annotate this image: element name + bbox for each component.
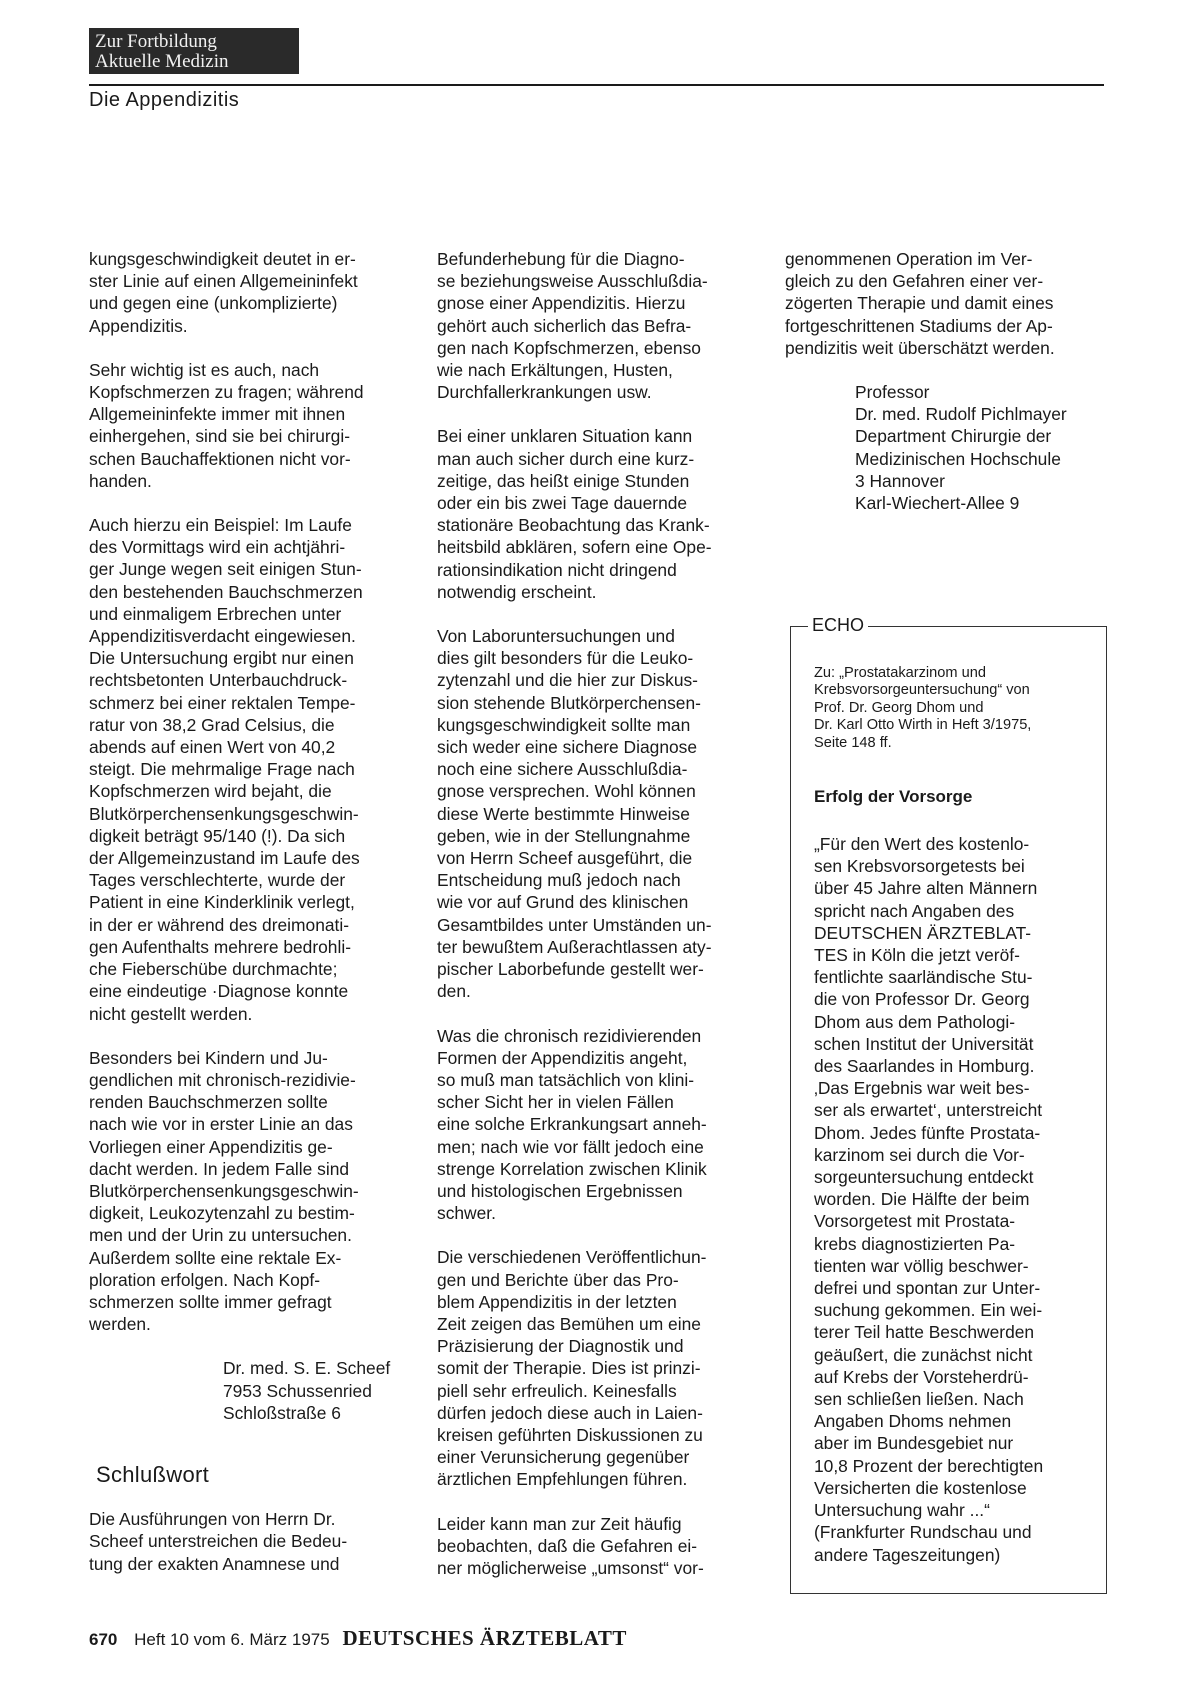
text-line: Die Untersuchung ergibt nur einen xyxy=(89,648,354,669)
text-line: eine solche Erkrankungsart anneh- xyxy=(437,1114,707,1135)
text-line: somit der Therapie. Dies ist prinzi- xyxy=(437,1358,701,1379)
text-line: nicht gestellt werden. xyxy=(89,1003,253,1024)
text-line: fortgeschrittenen Stadiums der Ap- xyxy=(785,315,1053,336)
text-line: pendizitis weit überschätzt werden. xyxy=(785,337,1055,358)
text-line: heitsbild abklären, sofern eine Ope- xyxy=(437,537,712,558)
text-line: che Fieberschübe durchmachte; xyxy=(89,959,338,980)
text-line: in der er während des dreimonati- xyxy=(89,914,350,935)
text-line: Zu: „Prostatakarzinom und xyxy=(814,665,986,681)
text-line: DEUTSCHEN ÄRZTEBLAT- xyxy=(814,922,1032,943)
text-line: ger Junge wegen seit einigen Stun- xyxy=(89,559,362,580)
issue-info: Heft 10 vom 6. März 1975 xyxy=(134,1630,330,1649)
text-line: Was die chronisch rezidivierenden xyxy=(437,1025,702,1046)
author-address-pichlmayer xyxy=(855,381,1107,514)
text-line: sen Krebsvorsorgetests bei xyxy=(814,856,1025,877)
text-line: aber im Bundesgebiet nur xyxy=(814,1433,1014,1454)
text-line: sorgeuntersuchung entdeckt xyxy=(814,1167,1034,1188)
text-line: Außerdem sollte eine rektale Ex- xyxy=(89,1247,342,1268)
text-line: Von Laboruntersuchungen und xyxy=(437,626,675,647)
text-line: man auch sicher durch eine kurz- xyxy=(437,448,695,469)
text-line: Tages verschlechterte, wurde der xyxy=(89,870,346,891)
text-line: 7953 Schussenried xyxy=(223,1380,372,1401)
text-line: Schloßstraße 6 xyxy=(223,1402,341,1423)
text-line: handen. xyxy=(89,470,152,491)
text-line: einer Verunsicherung gegenüber xyxy=(437,1447,690,1468)
text-line: Dhom. Jedes fünfte Prostata- xyxy=(814,1122,1041,1143)
text-line: Gesamtbildes unter Umständen un- xyxy=(437,914,712,935)
column-3 xyxy=(785,248,1107,514)
text-line: terer Teil hatte Beschwerden xyxy=(814,1322,1035,1343)
text-line: pischer Laborbefunde gestellt wer- xyxy=(437,959,704,980)
text-line: stationäre Beobachtung das Krank- xyxy=(437,515,710,536)
text-line: Versicherten die kostenlose xyxy=(814,1477,1027,1498)
text-line: Dhom aus dem Pathologi- xyxy=(814,1011,1016,1032)
text-line: abends auf einen Wert von 40,2 xyxy=(89,737,336,758)
paragraph xyxy=(437,1246,760,1490)
text-line: Scheef unterstreichen die Bedeu- xyxy=(89,1531,348,1552)
text-line: Präzisierung der Diagnostik und xyxy=(437,1336,684,1357)
text-line: spricht nach Angaben des xyxy=(814,900,1015,921)
text-line: ploration erfolgen. Nach Kopf- xyxy=(89,1269,321,1290)
text-line: rechtsbetonten Unterbauchdruck- xyxy=(89,670,348,691)
text-line: Dr. med. S. E. Scheef xyxy=(223,1358,391,1379)
paragraph xyxy=(89,1047,411,1336)
text-line: se beziehungsweise Ausschlußdia- xyxy=(437,271,708,292)
paragraph xyxy=(89,514,411,1025)
rubric-box xyxy=(89,28,299,74)
text-line: Zeit zeigen das Bemühen um eine xyxy=(437,1313,701,1334)
text-line: Vorliegen einer Appendizitis ge- xyxy=(89,1136,333,1157)
text-line: gnose versprechen. Wohl können xyxy=(437,781,696,802)
text-line: ster Linie auf einen Allgemeininfekt xyxy=(89,271,358,292)
text-line: Untersuchung wahr ...“ xyxy=(814,1500,990,1521)
text-line: Blutkörperchensenkungsgeschwin- xyxy=(89,1180,359,1201)
text-line: zeitige, das heißt einige Stunden xyxy=(437,470,690,491)
text-line: notwendig erscheint. xyxy=(437,581,597,602)
paragraph xyxy=(89,248,411,337)
text-line: gen Aufenthalts mehrere bedrohli- xyxy=(89,936,351,957)
paragraph xyxy=(785,248,1107,359)
text-line: „Für den Wert des kostenlo- xyxy=(814,834,1030,854)
text-line: Prof. Dr. Georg Dhom und xyxy=(814,699,984,716)
rubric-line-2: Aktuelle Medizin xyxy=(95,51,229,72)
text-line: kungsgeschwindigkeit sollte man xyxy=(437,714,691,735)
text-line: Kopfschmerzen zu fragen; während xyxy=(89,382,364,403)
echo-reference xyxy=(814,665,1090,752)
text-line: Entscheidung muß jedoch nach xyxy=(437,870,681,891)
text-line: so muß man tatsächlich von klini- xyxy=(437,1069,695,1090)
text-line: men und der Urin zu untersuchen. xyxy=(89,1225,352,1246)
paragraph xyxy=(89,359,411,492)
paragraph xyxy=(437,1513,760,1580)
paragraph xyxy=(89,1508,411,1575)
text-line: gleich zu den Gefahren einer ver- xyxy=(785,271,1044,292)
text-line: blem Appendizitis in der letzten xyxy=(437,1291,677,1312)
text-line: renden Bauchschmerzen sollte xyxy=(89,1092,328,1113)
text-line: Vorsorgetest mit Prostata- xyxy=(814,1211,1016,1232)
text-line: die von Professor Dr. Georg xyxy=(814,989,1030,1010)
text-line: Patient in eine Kinderklinik verlegt, xyxy=(89,892,355,913)
text-line: von Herrn Scheef ausgeführt, die xyxy=(437,848,693,869)
author-address-scheef xyxy=(223,1357,411,1424)
text-line: den bestehenden Bauchschmerzen xyxy=(89,581,363,602)
schlusswort-heading: Schlußwort xyxy=(96,1461,210,1487)
text-line: des Vormittags wird ein achtjähri- xyxy=(89,537,346,558)
text-line: auf Krebs der Vorsteherdrü- xyxy=(814,1366,1029,1387)
page-footer xyxy=(89,1626,627,1651)
text-line: über 45 Jahre alten Männern xyxy=(814,878,1038,899)
text-line: sion stehende Blutkörperchensen- xyxy=(437,692,701,713)
text-line: Appendizitisverdacht eingewiesen. xyxy=(89,626,356,647)
text-line: gendlichen mit chronisch-rezidivie- xyxy=(89,1069,356,1090)
text-line: piell sehr erfreulich. Keinesfalls xyxy=(437,1380,677,1401)
text-line: tienten war völlig beschwer- xyxy=(814,1255,1029,1276)
text-line: gen nach Kopfschmerzen, ebenso xyxy=(437,337,701,358)
column-2 xyxy=(437,248,760,1601)
text-line: scher Sicht her in vielen Fällen xyxy=(437,1092,674,1113)
text-line: Professor xyxy=(855,382,930,403)
text-line: und einmaligem Erbrechen unter xyxy=(89,603,342,624)
text-line: Formen der Appendizitis angeht, xyxy=(437,1047,688,1068)
paragraph xyxy=(437,625,760,1002)
text-line: diese Werte bestimmte Hinweise xyxy=(437,803,690,824)
text-line: dürfen jedoch diese auch in Laien- xyxy=(437,1402,703,1423)
text-line: eine eindeutige ·Diagnose konnte xyxy=(89,981,349,1002)
text-line: und histologischen Ergebnissen xyxy=(437,1180,683,1201)
text-line: Die verschiedenen Veröffentlichun- xyxy=(437,1247,707,1268)
text-line: beobachten, daß die Gefahren ei- xyxy=(437,1535,698,1556)
text-line: TES in Köln die jetzt veröf- xyxy=(814,945,1020,966)
text-line: kreisen geführten Diskussionen zu xyxy=(437,1424,703,1445)
echo-label: ECHO xyxy=(808,615,868,636)
text-line: fentlichte saarländische Stu- xyxy=(814,967,1033,988)
text-line: Auch hierzu ein Beispiel: Im Laufe xyxy=(89,515,352,536)
text-line: zytenzahl und die hier zur Diskus- xyxy=(437,670,698,691)
text-line: ser als erwartet‘, unterstreicht xyxy=(814,1100,1043,1121)
text-line: oder ein bis zwei Tage dauernde xyxy=(437,493,688,514)
echo-box xyxy=(790,615,1107,1594)
text-line: 10,8 Prozent der berechtigten xyxy=(814,1455,1044,1476)
text-line: geben, wie in der Stellungnahme xyxy=(437,825,691,846)
text-line: ärztlichen Empfehlungen führen. xyxy=(437,1469,688,1490)
echo-heading: Erfolg der Vorsorge xyxy=(814,787,973,806)
echo-body xyxy=(814,833,1090,1566)
paragraph xyxy=(437,248,760,403)
text-line: Allgemeininfekte immer mit ihnen xyxy=(89,404,346,425)
text-line: Leider kann man zur Zeit häufig xyxy=(437,1513,682,1534)
text-line: digkeit, Leukozytenzahl zu bestim- xyxy=(89,1203,355,1224)
text-line: strenge Korrelation zwischen Klinik xyxy=(437,1158,707,1179)
text-line: karzinom sei durch die Vor- xyxy=(814,1144,1025,1165)
text-line: zögerten Therapie und damit eines xyxy=(785,293,1054,314)
text-line: digkeit beträgt 95/140 (!). Da sich xyxy=(89,825,346,846)
text-line: gen und Berichte über das Pro- xyxy=(437,1269,679,1290)
text-line: defrei und spontan zur Unter- xyxy=(814,1278,1041,1299)
journal-title: DEUTSCHES ÄRZTEBLATT xyxy=(342,1626,627,1650)
text-line: Befunderhebung für die Diagno- xyxy=(437,249,685,269)
text-line: noch eine sichere Ausschlußdia- xyxy=(437,759,688,780)
text-line: ratur von 38,2 Grad Celsius, die xyxy=(89,714,335,735)
text-line: 3 Hannover xyxy=(855,470,945,491)
text-line: schen Institut der Universität xyxy=(814,1033,1034,1054)
text-line: Bei einer unklaren Situation kann xyxy=(437,426,693,447)
text-line: sich weder eine sichere Diagnose xyxy=(437,737,698,758)
text-line: genommenen Operation im Ver- xyxy=(785,249,1033,269)
text-line: Dr. med. Rudolf Pichlmayer xyxy=(855,404,1067,425)
text-line: ter bewußtem Außerachtlassen aty- xyxy=(437,936,712,957)
text-line: Besonders bei Kindern und Ju- xyxy=(89,1047,328,1068)
header-rule xyxy=(89,84,1104,86)
text-line: sen schließen ließen. Nach xyxy=(814,1389,1024,1410)
text-line: Krebsvorsorgeuntersuchung“ von xyxy=(814,682,1030,699)
text-line: ‚Das Ergebnis war weit bes- xyxy=(814,1078,1030,1099)
text-line: der Allgemeinzustand im Laufe des xyxy=(89,848,360,869)
text-line: andere Tageszeitungen) xyxy=(814,1544,1001,1565)
text-line: schmerzen sollte immer gefragt xyxy=(89,1291,332,1312)
text-line: Seite 148 ff. xyxy=(814,734,892,751)
text-line: krebs diagnostizierten Pa- xyxy=(814,1233,1016,1254)
text-line: tung der exakten Anamnese und xyxy=(89,1553,340,1574)
text-line: rationsindikation nicht dringend xyxy=(437,559,677,580)
text-line: schen Bauchaffektionen nicht vor- xyxy=(89,448,351,469)
text-line: (Frankfurter Rundschau und xyxy=(814,1522,1032,1543)
text-line: Kopfschmerzen wird bejaht, die xyxy=(89,781,332,802)
paragraph xyxy=(437,1025,760,1225)
text-line: nach wie vor in erster Linie an das xyxy=(89,1114,353,1135)
text-line: wie vor auf Grund des klinischen xyxy=(437,892,689,913)
paragraph xyxy=(437,425,760,603)
text-line: suchung gekommen. Ein wei- xyxy=(814,1300,1043,1321)
text-line: Dr. Karl Otto Wirth in Heft 3/1975, xyxy=(814,717,1032,734)
text-line: Durchfallerkrankungen usw. xyxy=(437,382,652,403)
rubric-line-1: Zur Fortbildung xyxy=(95,31,217,52)
text-line: steigt. Die mehrmalige Frage nach xyxy=(89,759,355,780)
text-line: kungsgeschwindigkeit deutet in er- xyxy=(89,249,356,269)
text-line: Angaben Dhoms nehmen xyxy=(814,1411,1012,1432)
text-line: schmerz bei einer rektalen Tempe- xyxy=(89,692,356,713)
text-line: einhergehen, sind sie bei chirurgi- xyxy=(89,426,351,447)
text-line: Medizinischen Hochschule xyxy=(855,448,1061,469)
text-line: Karl-Wiechert-Allee 9 xyxy=(855,493,1020,514)
text-line: dacht werden. In jedem Falle sind xyxy=(89,1158,350,1179)
text-line: gehört auch sicherlich das Befra- xyxy=(437,315,692,336)
text-line: Appendizitis. xyxy=(89,315,188,336)
text-line: Department Chirurgie der xyxy=(855,426,1052,447)
text-line: ner möglicherweise „umsonst“ vor- xyxy=(437,1557,704,1578)
text-line: Sehr wichtig ist es auch, nach xyxy=(89,359,320,380)
text-line: wie nach Erkältungen, Husten, xyxy=(437,360,673,381)
text-line: worden. Die Hälfte der beim xyxy=(814,1189,1030,1210)
text-line: dies gilt besonders für die Leuko- xyxy=(437,648,694,669)
section-title: Die Appendizitis xyxy=(89,89,240,111)
text-line: werden. xyxy=(89,1314,151,1335)
text-line: geäußert, die zunächst nicht xyxy=(814,1344,1033,1365)
text-line: men; nach wie vor fällt jedoch eine xyxy=(437,1136,704,1157)
column-1 xyxy=(89,248,411,1597)
text-line: Blutkörperchensenkungsgeschwin- xyxy=(89,803,359,824)
text-line: gnose einer Appendizitis. Hierzu xyxy=(437,293,686,314)
text-line: und gegen eine (unkomplizierte) xyxy=(89,293,338,314)
text-line: des Saarlandes in Homburg. xyxy=(814,1056,1035,1077)
page-number: 670 xyxy=(89,1630,118,1649)
text-line: den. xyxy=(437,981,471,1002)
text-line: schwer. xyxy=(437,1203,496,1224)
text-line: Die Ausführungen von Herrn Dr. xyxy=(89,1509,336,1530)
